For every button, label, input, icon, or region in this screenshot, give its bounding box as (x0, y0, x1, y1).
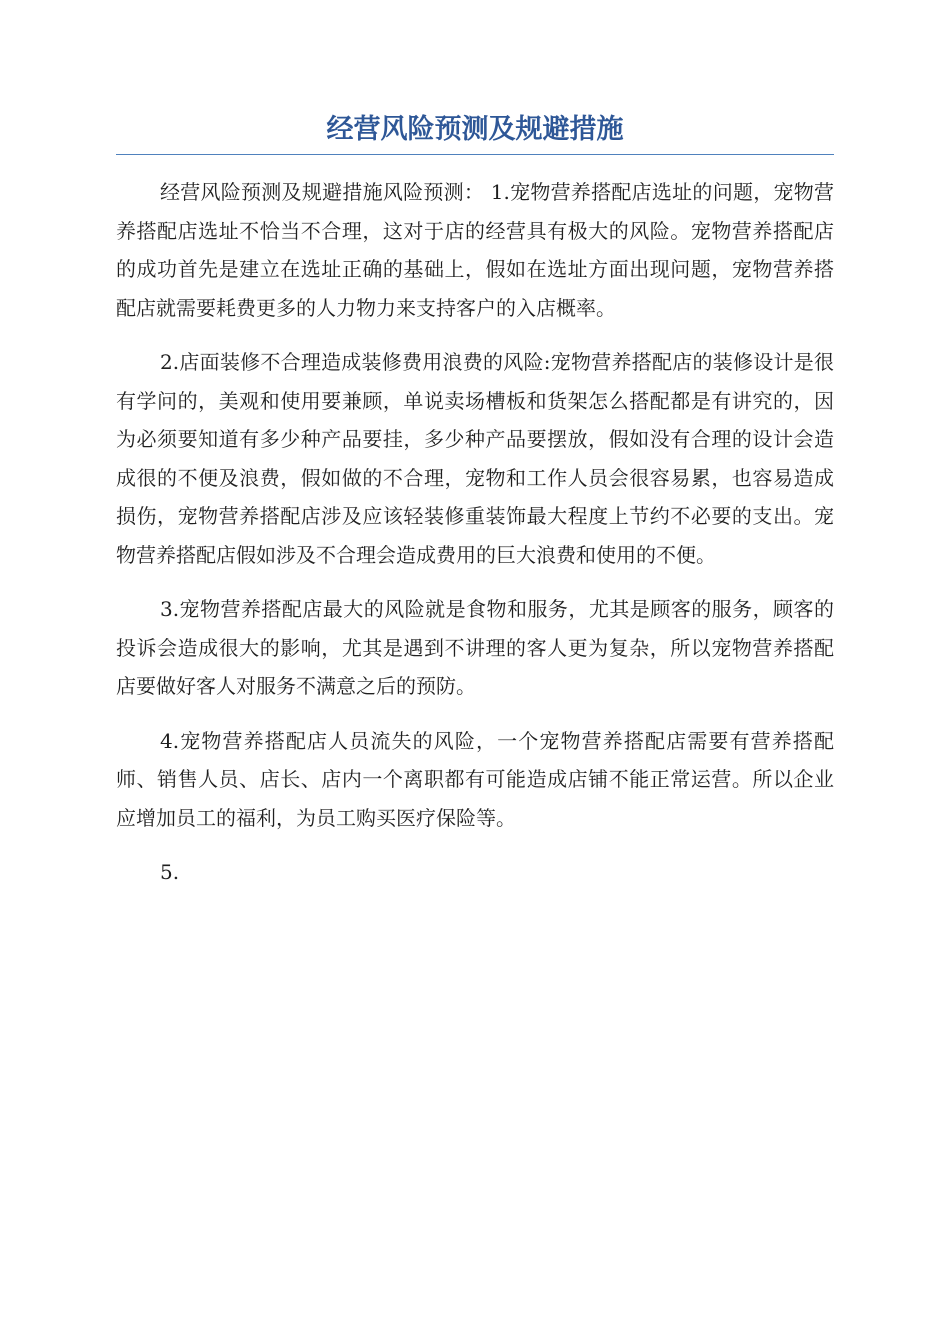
document-body (116, 173, 834, 908)
paragraph-risk-5: 5. (160, 860, 180, 884)
paragraph-risk-3: 3.宠物营养搭配店最大的风险就是食物和服务，尤其是顾客的服务，顾客的投诉会造成很大的影响，尤其是遇到不讲理的客人更为复杂，所以宠物营养搭配店要做好客人对服务不满意之后的预防。 (116, 597, 834, 698)
paragraph-risk-1: 经营风险预测及规避措施风险预测： 1.宠物营养搭配店选址的问题，宠物营养搭配店选址不恰当不合理，这对于店的经营具有极大的风险。宠物营养搭配店的成功首先是建立在选址正确的基础上，假如在选址方面出现问题，宠物营养搭配店就需要耗费更多的人力物力来支持客户的入店概率。 (116, 180, 834, 320)
document-title: 经营风险预测及规避措施 (326, 114, 624, 145)
title-underline (116, 154, 834, 155)
paragraph-risk-4: 4.宠物营养搭配店人员流失的风险，一个宠物营养搭配店需要有营养搭配师、销售人员、店长、店内一个离职都有可能造成店铺不能正常运营。所以企业应增加员工的福利，为员工购买医疗保险等。 (116, 728, 834, 830)
paragraph-risk-2: 2.店面装修不合理造成装修费用浪费的风险:宠物营养搭配店的装修设计是很有学问的，美观和使用要兼顾，单说卖场槽板和货架怎么搭配都是有讲究的，因为必须要知道有多少种产品要挂，多少种产品要摆放，假如没有合理的设计会造成很的不便及浪费，假如做的不合理，宠物和工作人员会很容易累，也容易造成损伤，宠物营养搭配店涉及应该轻装修重装饰最大程度上节约不必要的支出。宠物营养搭配店假如涉及不合理会造成费用的巨大浪费和使用的不便。 (116, 350, 834, 567)
